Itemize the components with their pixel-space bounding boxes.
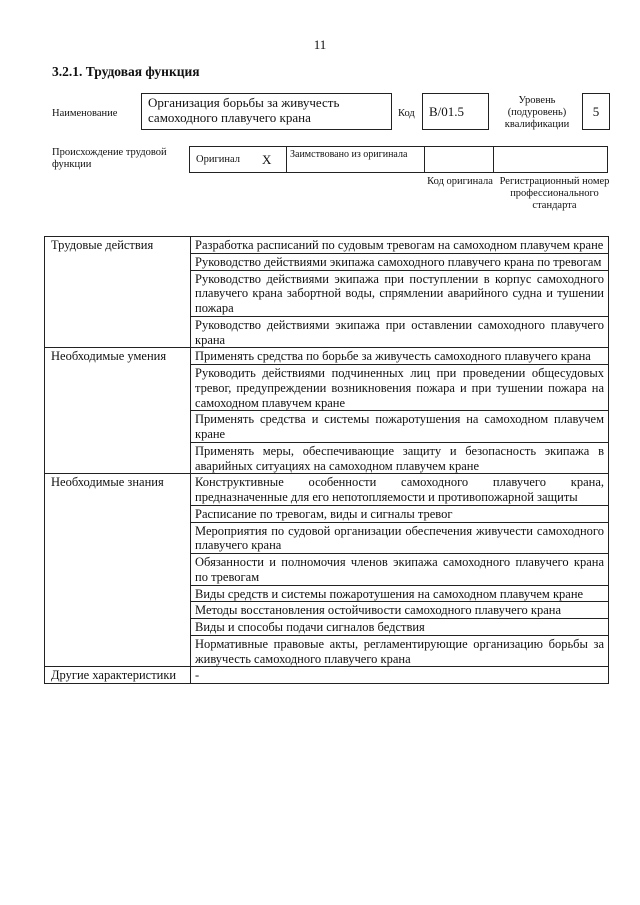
category-cell: Другие характеристики [45, 667, 191, 684]
item-cell: Руководство действиями экипажа самоходного плавучего крана по тревогам [191, 253, 609, 270]
item-cell: Разработка расписаний по судовым тревогам на самоходном плавучем кране [191, 237, 609, 254]
origin-row [190, 146, 608, 173]
function-table [44, 236, 609, 684]
item-cell: Обязанности и полномочия членов экипажа самоходного плавучего крана по тревогам [191, 554, 609, 586]
original-code-cell [424, 146, 494, 173]
page-number: 11 [313, 37, 327, 52]
item-cell: Мероприятия по судовой организации обеспечения живучести самоходного плавучего крана [191, 522, 609, 554]
item-cell: Применять меры, обеспечивающие защиту и безопасность экипажа в аварийных ситуациях на самоходном плавучем кране [191, 442, 609, 474]
name-label: Наименование [52, 108, 118, 119]
table-row [45, 474, 609, 506]
borrowed-cell: Заимствовано из оригинала [286, 146, 425, 173]
section-title: 3.2.1. Трудовая функция [52, 64, 200, 79]
category-cell: Необходимые знания [45, 474, 191, 667]
item-cell: Нормативные правовые акты, регламентирующие организацию борьбы за живучесть самоходного плавучего крана [191, 635, 609, 667]
origin-label: Происхождение трудовой функции [52, 147, 167, 171]
level-label: Уровень (подуровень) квалификации [504, 95, 570, 131]
original-cell [189, 146, 287, 173]
item-cell: Виды и способы подачи сигналов бедствия [191, 619, 609, 636]
original-label: Оригинал [196, 154, 240, 165]
table-row [45, 237, 609, 254]
item-cell: Расписание по тревогам, виды и сигналы тревог [191, 505, 609, 522]
reg-number-caption: Регистрационный номер профессионального стандарта [499, 176, 610, 212]
original-mark: X [262, 151, 272, 167]
item-cell: Методы восстановления остойчивости самоходного плавучего крана [191, 602, 609, 619]
item-cell: Руководить действиями подчиненных лиц при проведении общесудовых тревог, предупреждении возникновения пожара и при тушении пожара на самоходном плавучем кране [191, 365, 609, 411]
table-row [45, 348, 609, 365]
category-cell: Трудовые действия [45, 237, 191, 348]
code-value: B/01.5 [422, 93, 489, 130]
item-cell: Применять средства и системы пожаротушения на самоходном плавучем кране [191, 411, 609, 443]
item-cell: - [191, 667, 609, 684]
table-row [45, 667, 609, 684]
item-cell: Виды средств и системы пожаротушения на самоходном плавучем кране [191, 585, 609, 602]
item-cell: Руководство действиями экипажа при оставлении самоходного плавучего крана [191, 316, 609, 348]
original-code-caption: Код оригинала [427, 176, 493, 187]
level-value: 5 [582, 93, 610, 130]
item-cell: Руководство действиями экипажа при поступлении в корпус самоходного плавучего крана забортной воды, спрямлении аварийного судна и тушении пожара [191, 270, 609, 316]
item-cell: Конструктивные особенности самоходного плавучего крана, предназначенные для его непотопляемости и противопожарной защиты [191, 474, 609, 506]
reg-number-cell [493, 146, 608, 173]
item-cell: Применять средства по борьбе за живучесть самоходного плавучего крана [191, 348, 609, 365]
name-value: Организация борьбы за живучесть самоходного плавучего крана [141, 93, 392, 130]
code-label: Код [398, 108, 415, 119]
category-cell: Необходимые умения [45, 348, 191, 474]
